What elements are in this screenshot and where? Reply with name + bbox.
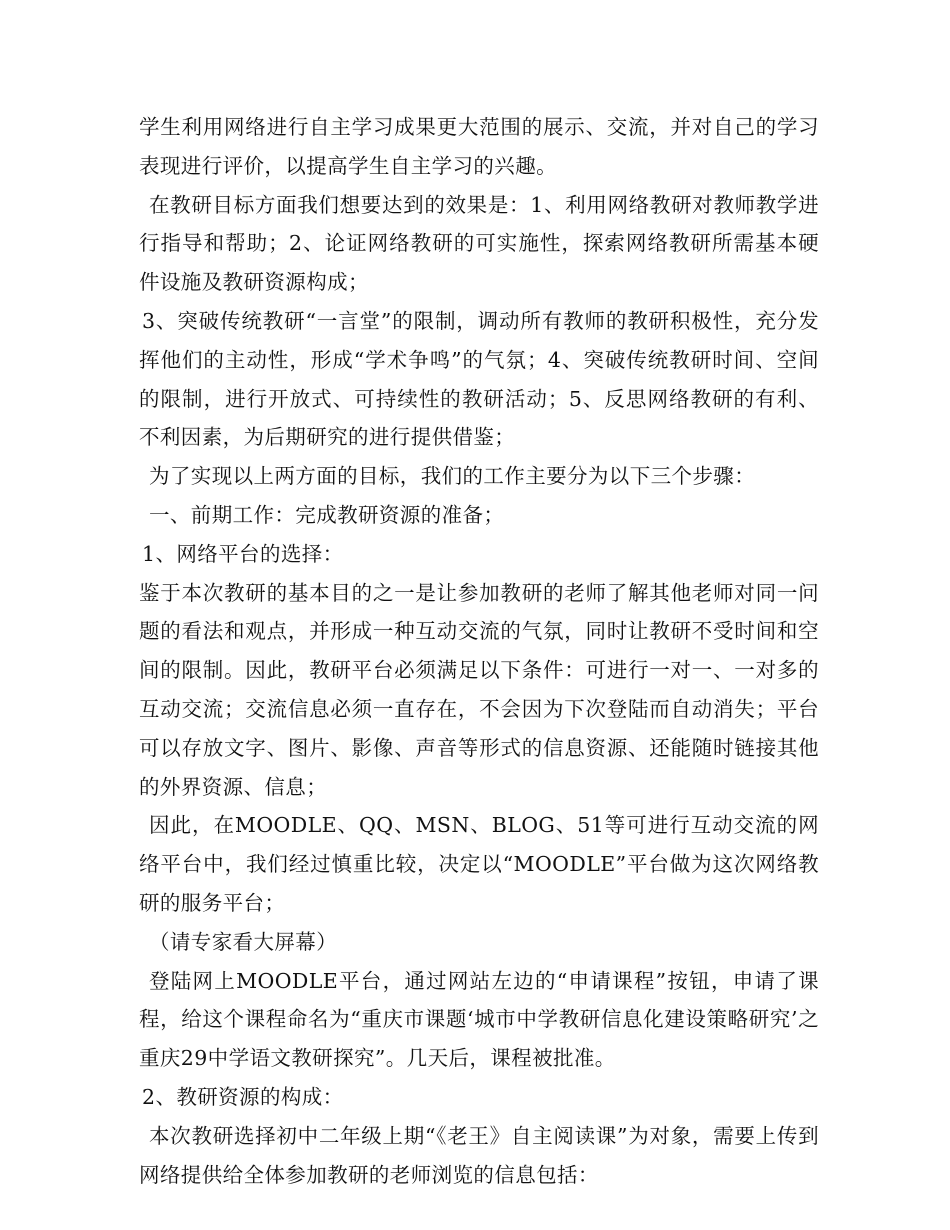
paragraph-2: 在教研目标方面我们想要达到的效果是：1、利用网络教研对教师教学进行指导和帮助；2、论证网络教研的可实施性，探索网络教研所需基本硬件设施及教研资源构成； (139, 192, 819, 295)
section-heading-1: 一、前期工作：完成教研资源的准备； (149, 502, 505, 527)
paragraph-7: （请专家看大屏幕） (149, 929, 338, 954)
paragraph-9: 本次教研选择初中二年级上期“《老王》自主阅读课”为对象，需要上传到网络提供给全体参加教研的老师浏览的信息包括： (139, 1123, 819, 1187)
subsection-heading-2: 2、教研资源的构成： (142, 1084, 344, 1109)
paragraph-1: 学生利用网络进行自主学习成果更大范围的展示、交流，并对自己的学习表现进行评价，以提高学生自主学习的兴趣。 (139, 115, 819, 178)
paragraph-6: 因此，在MOODLE、QQ、MSN、BLOG、51等可进行互动交流的网络平台中，我们经过慎重比较，决定以“MOODLE”平台做为这次网络教研的服务平台； (139, 813, 819, 915)
paragraph-3: 3、突破传统教研“一言堂”的限制，调动所有教师的教研积极性，充分发挥他们的主动性，形成“学术争鸣”的气氛；4、突破传统教研时间、空间的限制，进行开放式、可持续性的教研活动；5、反思网络教研的有利、不利因素，为后期研究的进行提供借鉴； (139, 308, 819, 450)
paragraph-5: 鉴于本次教研的基本目的之一是让参加教研的老师了解其他老师对同一问题的看法和观点，并形成一种互动交流的气氛，同时让教研不受时间和空间的限制。因此，教研平台必须满足以下条件：可进行一对一、一对多的互动交流；交流信息必须一直存在，不会因为下次登陆而自动消失；平台可以存放文字、图片、影像、声音等形式的信息资源、还能随时链接其他的外界资源、信息； (139, 580, 819, 799)
subsection-heading-1: 1、网络平台的选择： (142, 541, 344, 566)
paragraph-4: 为了实现以上两方面的目标，我们的工作主要分为以下三个步骤： (149, 464, 756, 489)
paragraph-8: 登陆网上MOODLE平台，通过网站左边的“申请课程”按钮，申请了课程，给这个课程命名为“重庆市课题‘城市中学教研信息化建设策略研究’之重庆29中学语文教研探究”。几天后，课程被批准。 (139, 968, 819, 1071)
document-body (139, 108, 819, 1194)
